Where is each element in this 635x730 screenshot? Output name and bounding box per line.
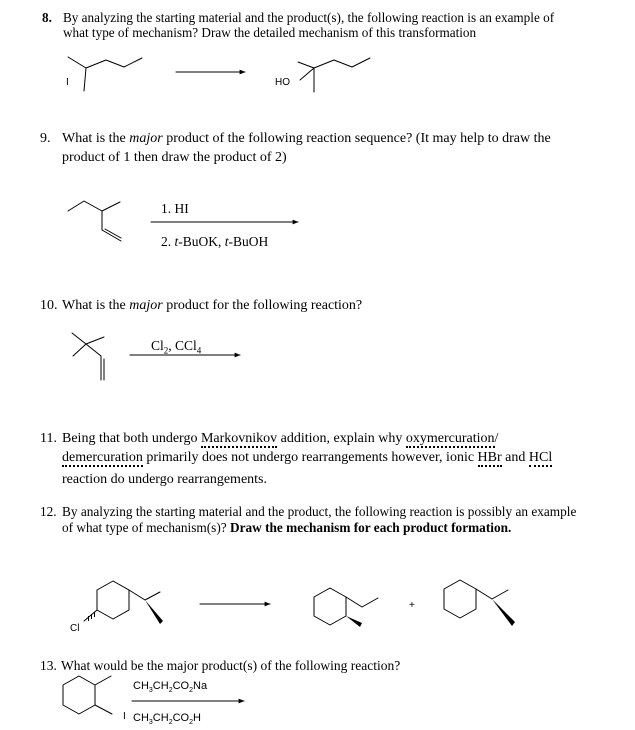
- reagent-sodium-propanoate: $CH_3CH_2CO_2Na$: [133, 680, 208, 695]
- q13-starting-material: [63, 676, 112, 714]
- question-number: 13.: [40, 658, 57, 673]
- question-text-line2: demercuration primarily does not undergo rearrangements however, ionic HBr and HCl: [62, 450, 553, 465]
- question-number: 9.: [40, 131, 51, 146]
- plus-sign: +: [409, 600, 415, 611]
- q12-product-b: [444, 580, 508, 618]
- q12-product-a: [314, 588, 378, 625]
- question-text-line1: Being that both undergo Markovnikov addition, explain why oxymercuration/: [62, 431, 499, 446]
- question-number: 10.: [40, 298, 58, 313]
- question-text-line1: By analyzing the starting material and the product, the following reaction is possibly an example: [62, 504, 577, 519]
- q12-product-b-wedge: [492, 599, 515, 626]
- question-number: 11.: [40, 431, 57, 446]
- q12-starting-material: [84, 581, 160, 621]
- question-text-line2: product of 1 then draw the product of 2): [62, 150, 287, 165]
- question-number: 12.: [40, 504, 57, 519]
- question-text-line2: what type of mechanism? Draw the detailed mechanism of this transformation: [63, 25, 477, 40]
- question-text: What is the major product for the following reaction?: [62, 298, 363, 313]
- iodine-label: I: [123, 711, 126, 722]
- hydroxyl-label: HO: [275, 77, 290, 88]
- q12-product-a-wedge: [346, 616, 362, 627]
- question-text-line2: of what type of mechanism(s)? Draw the mechanism for each product formation.: [62, 520, 512, 535]
- q12-wedge-bond: [145, 600, 163, 624]
- reagent-chlorine: $Cl_2$, CCl$_4$: [151, 338, 202, 356]
- q8-product: [298, 58, 370, 92]
- question-text: What would be the major product(s) of the following reaction?: [61, 658, 401, 673]
- reagent-step-1: 1. HI: [161, 201, 189, 216]
- chloride-label: Cl: [70, 623, 80, 634]
- question-text-line1: By analyzing the starting material and the product(s), the following reaction is an example of: [63, 10, 555, 25]
- q9-starting-alkene: [68, 201, 121, 241]
- q10-starting-alkene: [72, 333, 104, 380]
- reagent-propanoic-acid: $CH_3CH_2CO_2H$: [133, 712, 201, 727]
- question-number: 8.: [42, 10, 52, 25]
- reagent-step-2: 2. t-BuOK, t-BuOH: [161, 234, 269, 249]
- question-text-line1: What is the major product of the following reaction sequence? (It may help to draw the: [62, 131, 551, 146]
- q8-starting-material: [68, 57, 142, 91]
- question-text-line3: reaction do undergo rearrangements.: [62, 472, 267, 487]
- iodine-label: I: [66, 77, 69, 88]
